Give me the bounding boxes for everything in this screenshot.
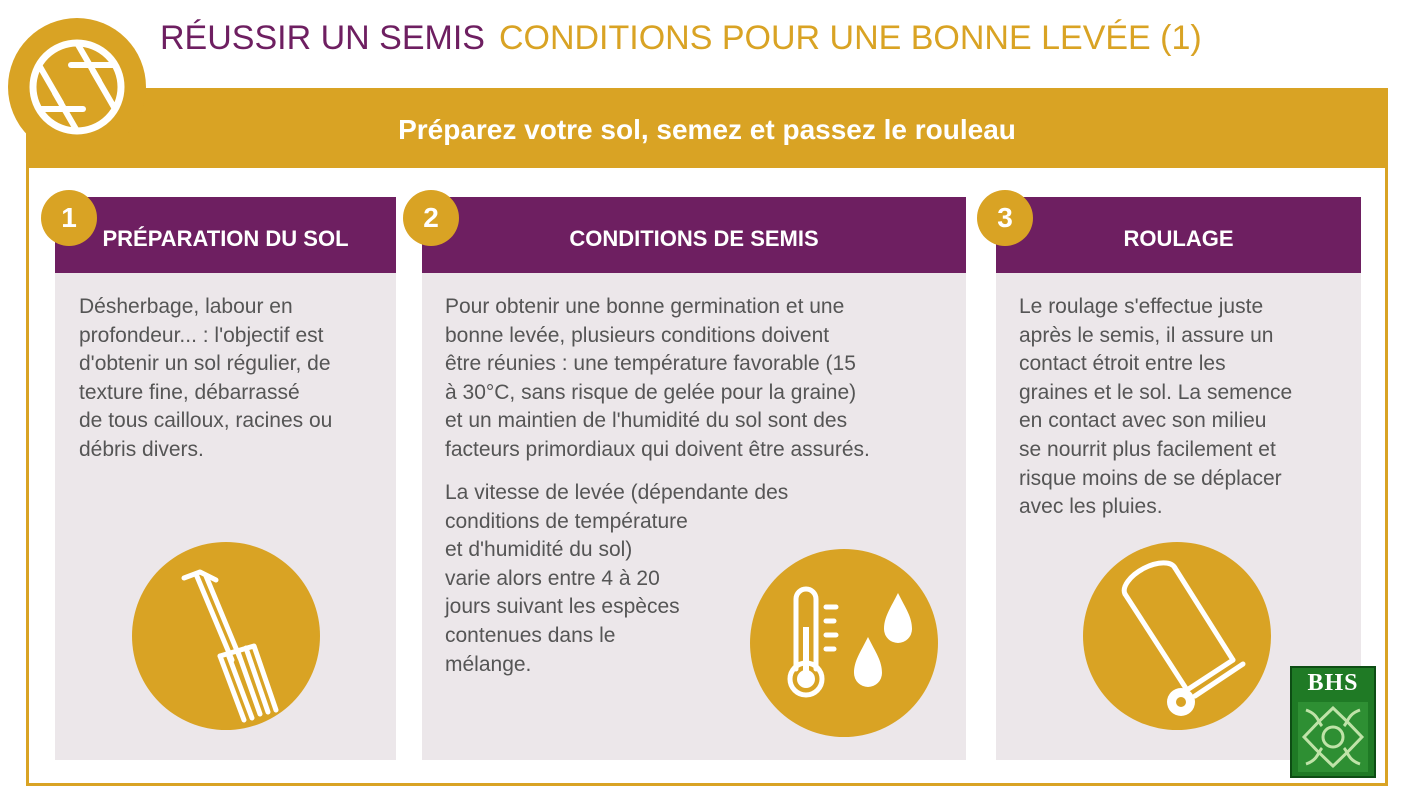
step-3-title: ROULAGE [996, 197, 1361, 273]
text-line: contact étroit entre les [1019, 352, 1226, 376]
banner-text: Préparez votre sol, semez et passez le rouleau [398, 114, 1016, 145]
text-line: Pour obtenir une bonne germination et une [445, 295, 845, 318]
text-line: à 30°C, sans risque de gelée pour la graine) [445, 380, 857, 404]
text-line: contenues dans le [445, 623, 616, 647]
text-line: jours suivant les espèces [445, 595, 680, 619]
text-line: être réunies : une température favorable (15 [445, 352, 856, 376]
title-sub: CONDITIONS POUR UNE BONNE LEVÉE (1) [498, 19, 1202, 57]
camera-shutter-icon [27, 37, 127, 137]
step-card-1 [55, 197, 396, 760]
step-1-icon-circle [132, 542, 320, 730]
step-2-title: CONDITIONS DE SEMIS [422, 197, 966, 273]
text-line: d'obtenir un sol régulier, de [79, 352, 331, 376]
step-card-2 [422, 197, 966, 760]
text-line: de tous cailloux, racines ou [79, 409, 333, 433]
text-line: varie alors entre 4 à 20 [445, 566, 660, 590]
text-line: se nourrit plus facilement et [1019, 437, 1276, 461]
thermometer-droplets-icon [750, 549, 938, 737]
text-line: après le semis, il assure un [1019, 323, 1274, 347]
step-3-icon-circle [1083, 542, 1271, 730]
step-3-text [1019, 293, 1349, 522]
text-line: débris divers. [79, 437, 204, 461]
text-line: mélange. [445, 652, 532, 676]
text-line: Désherbage, labour en [79, 295, 293, 318]
text-line: et un maintien de l'humidité du sol sont des [445, 409, 848, 433]
step-3-number: 3 [977, 190, 1033, 246]
bhs-logo [1290, 666, 1376, 778]
pitchfork-icon [132, 542, 320, 730]
step-2-text-1 [445, 293, 960, 465]
text-line: conditions de température [445, 509, 688, 533]
text-line: risque moins de se déplacer [1019, 466, 1282, 490]
text-line: Le roulage s'effectue juste [1019, 295, 1264, 318]
text-line: profondeur... : l'objectif est [79, 323, 324, 347]
text-line: avec les pluies. [1019, 495, 1163, 519]
text-line: et d'humidité du sol) [445, 538, 633, 562]
step-1-title: PRÉPARATION DU SOL [55, 197, 396, 273]
title-main: RÉUSSIR UN SEMIS [160, 19, 485, 57]
bhs-logo-text: BHS [1307, 670, 1359, 696]
step-1-number: 1 [41, 190, 97, 246]
text-line: facteurs primordiaux qui doivent être assurés. [445, 437, 870, 461]
text-line: bonne levée, plusieurs conditions doivent [445, 323, 830, 347]
garden-roller-icon [1083, 542, 1271, 730]
page-title [160, 16, 1202, 60]
step-1-text [79, 293, 389, 465]
text-line: texture fine, débarrassé [79, 380, 300, 404]
ornament-icon [1296, 700, 1370, 774]
step-2-icon-circle [750, 549, 938, 737]
text-line: en contact avec son milieu [1019, 409, 1267, 433]
text-line: La vitesse de levée (dépendante des [445, 481, 789, 504]
text-line: graines et le sol. La semence [1019, 380, 1293, 404]
step-2-number: 2 [403, 190, 459, 246]
